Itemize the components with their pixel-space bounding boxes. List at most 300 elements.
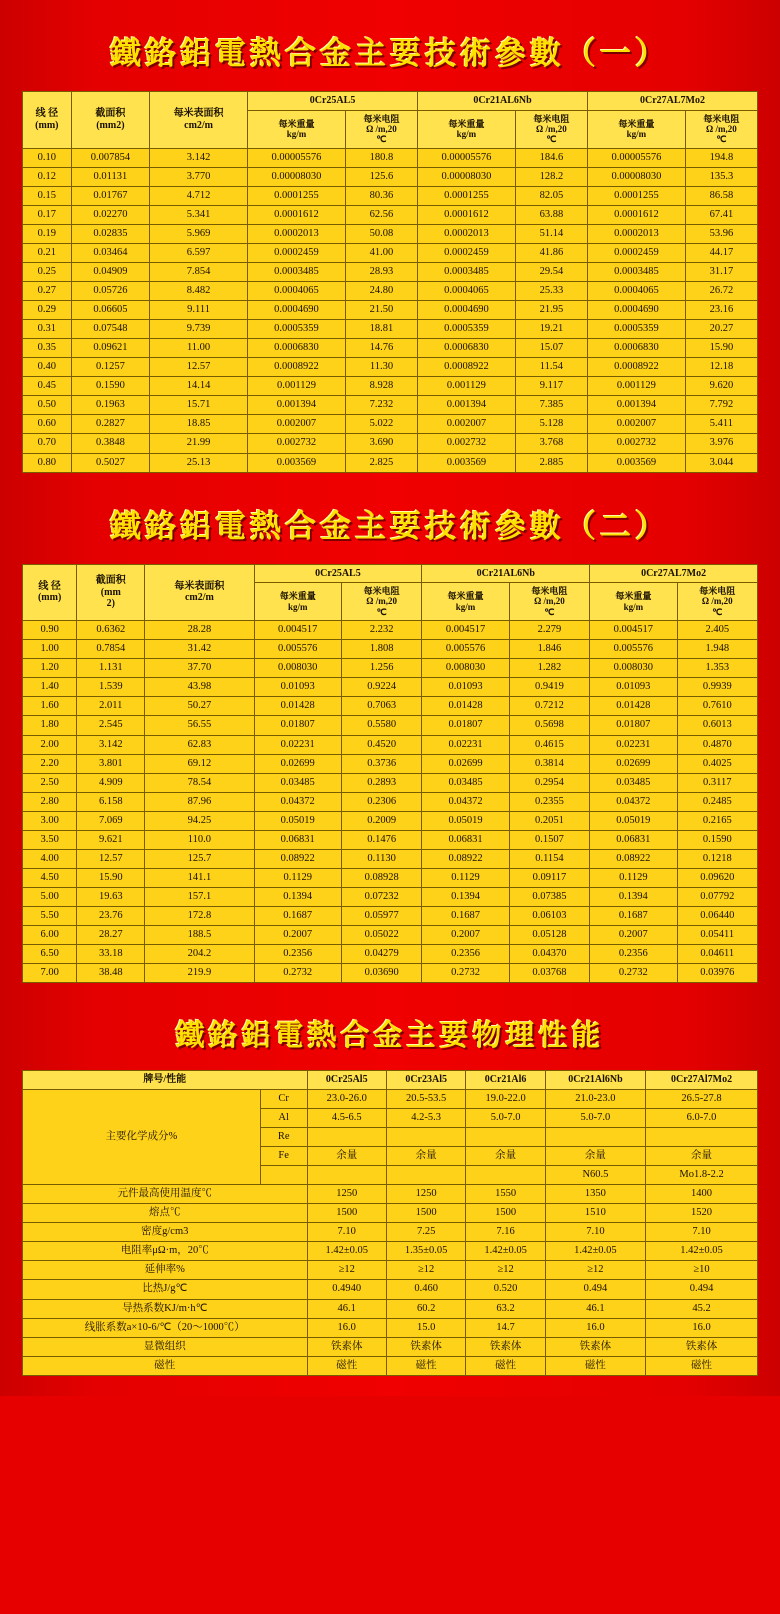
table-cell: 8.482 — [150, 281, 248, 300]
table-cell: 2.232 — [341, 621, 421, 640]
table-cell: 0.02835 — [71, 224, 149, 243]
header-resistance-1: 每米电阻 Ω /m,20 ℃ — [341, 583, 421, 621]
table-row — [23, 358, 758, 377]
table-cell: 21.0-23.0 — [545, 1089, 645, 1108]
table-cell: 29.54 — [515, 262, 587, 281]
table-cell: 5.128 — [515, 415, 587, 434]
table-cell: 0.0008922 — [587, 358, 685, 377]
table-cell: 0.0004690 — [587, 301, 685, 320]
table-cell: 4.712 — [150, 186, 248, 205]
bottom-spacer — [0, 1376, 780, 1390]
table-cell: 0.1590 — [71, 377, 149, 396]
table-cell: 0.520 — [466, 1280, 545, 1299]
table-cell: 6.0-7.0 — [646, 1108, 758, 1127]
table-row — [23, 849, 758, 868]
composition-label: 主要化学成分% — [23, 1089, 261, 1184]
property-label: 线胀系数a×10-6/℃（20～1000℃） — [23, 1318, 308, 1337]
table-cell: 0.1129 — [590, 868, 677, 887]
table-cell: 78.54 — [145, 773, 254, 792]
header-weight-3: 每米重量 kg/m — [590, 583, 677, 621]
table-cell: 9.111 — [150, 301, 248, 320]
table-cell: 0.1963 — [71, 396, 149, 415]
table-row — [23, 697, 758, 716]
table-cell: 0.5580 — [341, 716, 421, 735]
table-cell: 0.02699 — [422, 754, 509, 773]
table-cell: 53.96 — [685, 224, 757, 243]
table-cell: 0.07232 — [341, 888, 421, 907]
table-cell: 0.2007 — [590, 926, 677, 945]
table-cell: 16.0 — [545, 1318, 645, 1337]
table-cell: 0.09117 — [509, 868, 589, 887]
table-cell: 15.0 — [386, 1318, 465, 1337]
table-cell: 0.0002013 — [587, 224, 685, 243]
table-cell: 0.17 — [23, 205, 72, 224]
table-cell: 铁素体 — [386, 1337, 465, 1356]
table-cell: 0.1130 — [341, 849, 421, 868]
table-cell: 45.2 — [646, 1299, 758, 1318]
table-cell: 0.2009 — [341, 811, 421, 830]
table-row — [23, 773, 758, 792]
table-cell: 1.20 — [23, 659, 77, 678]
table-cell: 0.00005576 — [248, 148, 346, 167]
table-cell: 5.411 — [685, 415, 757, 434]
table-row — [23, 1223, 758, 1242]
header-col-4: 0Cr21Al6Nb — [545, 1071, 645, 1090]
table-cell: 0.04372 — [254, 792, 341, 811]
table-cell: 51.14 — [515, 224, 587, 243]
table-cell: 1.80 — [23, 716, 77, 735]
table-cell: 0.01093 — [422, 678, 509, 697]
table-cell: 60.2 — [386, 1299, 465, 1318]
table-row — [23, 811, 758, 830]
table-cell: 184.6 — [515, 148, 587, 167]
table-cell: 5.0-7.0 — [466, 1108, 545, 1127]
table-cell: 0.2893 — [341, 773, 421, 792]
table-cell: 2.20 — [23, 754, 77, 773]
table-row — [23, 281, 758, 300]
table-cell: 31.42 — [145, 640, 254, 659]
table-cell: 87.96 — [145, 792, 254, 811]
table-cell: 0.06605 — [71, 301, 149, 320]
table-cell: 0.1129 — [422, 868, 509, 887]
table-cell: 0.0006830 — [248, 339, 346, 358]
table-row — [23, 830, 758, 849]
table-cell: 69.12 — [145, 754, 254, 773]
table-cell: 0.19 — [23, 224, 72, 243]
table-cell: 0.70 — [23, 434, 72, 453]
table-cell: 12.18 — [685, 358, 757, 377]
table-cell: 0.0004065 — [418, 281, 516, 300]
table-cell — [386, 1166, 465, 1185]
header-group-2: 0Cr21AL6Nb — [422, 564, 590, 583]
header-area: 截面积 (mm2) — [71, 92, 149, 149]
table-cell: 5.0-7.0 — [545, 1108, 645, 1127]
table-cell: 0.3814 — [509, 754, 589, 773]
table-body-3 — [23, 1089, 758, 1375]
table-cell: 0.2356 — [422, 945, 509, 964]
table-cell: 0.0004690 — [248, 301, 346, 320]
property-label: 密度g/cm3 — [23, 1223, 308, 1242]
table-cell: 0.00008030 — [248, 167, 346, 186]
section-title-3: 鐵鉻鋁電熱合金主要物理性能 — [175, 1018, 605, 1053]
table-row — [23, 320, 758, 339]
table-cell: 0.02699 — [590, 754, 677, 773]
table-cell: 0.460 — [386, 1280, 465, 1299]
table-cell: 0.0003485 — [587, 262, 685, 281]
header-resistance-3: 每米电阻 Ω /m,20 ℃ — [677, 583, 757, 621]
table-cell: 0.06831 — [422, 830, 509, 849]
table-cell: 20.27 — [685, 320, 757, 339]
table-cell: 0.7212 — [509, 697, 589, 716]
table-cell: 6.158 — [77, 792, 145, 811]
table-cell: 0.0005359 — [248, 320, 346, 339]
table-cell: 0.2485 — [677, 792, 757, 811]
table-cell: 0.0008922 — [248, 358, 346, 377]
table-cell: 15.07 — [515, 339, 587, 358]
table-row — [23, 1261, 758, 1280]
header-group-2: 0Cr21AL6Nb — [418, 92, 588, 111]
table-cell: 0.002732 — [587, 434, 685, 453]
table-cell: 0.03768 — [509, 964, 589, 983]
table-cell: 0.7854 — [77, 640, 145, 659]
table-cell: 磁性 — [466, 1356, 545, 1375]
table-cell: 0.05128 — [509, 926, 589, 945]
table-cell: 1.353 — [677, 659, 757, 678]
table-cell: 0.2007 — [254, 926, 341, 945]
table-cell: 0.12 — [23, 167, 72, 186]
table-head — [23, 564, 758, 621]
table-cell: 0.80 — [23, 453, 72, 472]
table-cell: 0.9419 — [509, 678, 589, 697]
table-cell: 0.9939 — [677, 678, 757, 697]
table-cell: 20.5-53.5 — [386, 1089, 465, 1108]
table-cell: 23.16 — [685, 301, 757, 320]
table-row — [23, 678, 758, 697]
table-cell: 0.60 — [23, 415, 72, 434]
table-cell: 135.3 — [685, 167, 757, 186]
table-cell: 15.71 — [150, 396, 248, 415]
table-cell: 1500 — [386, 1204, 465, 1223]
table-cell: 0.04372 — [422, 792, 509, 811]
table-cell: 2.011 — [77, 697, 145, 716]
table-cell: 24.80 — [345, 281, 417, 300]
table-cell: 7.16 — [466, 1223, 545, 1242]
table-cell: 3.768 — [515, 434, 587, 453]
table-cell: 0.0003485 — [248, 262, 346, 281]
table-cell: 1250 — [386, 1185, 465, 1204]
table-cell: 21.95 — [515, 301, 587, 320]
table-cell: 0.04611 — [677, 945, 757, 964]
table-cell: 0.0006830 — [587, 339, 685, 358]
table-cell: 23.0-26.0 — [307, 1089, 386, 1108]
table-cell: 63.2 — [466, 1299, 545, 1318]
table-cell: 0.1394 — [590, 888, 677, 907]
table-cell: ≥12 — [466, 1261, 545, 1280]
table-cell: 6.00 — [23, 926, 77, 945]
table-cell: 37.70 — [145, 659, 254, 678]
table-row — [23, 659, 758, 678]
table-row — [23, 453, 758, 472]
table-cell: ≥10 — [646, 1261, 758, 1280]
table-cell: 1.846 — [509, 640, 589, 659]
table-cell: 0.05977 — [341, 907, 421, 926]
property-label: 导热系数KJ/m·h℃ — [23, 1299, 308, 1318]
table-row — [23, 415, 758, 434]
table-cell: 0.09620 — [677, 868, 757, 887]
table-cell: 62.56 — [345, 205, 417, 224]
table-cell: 1.539 — [77, 678, 145, 697]
table-cell: 磁性 — [386, 1356, 465, 1375]
header-grade-property: 牌号/性能 — [23, 1071, 308, 1090]
table-cell: 0.001129 — [248, 377, 346, 396]
table-cell: 33.18 — [77, 945, 145, 964]
table-cell: 5.50 — [23, 907, 77, 926]
table-cell: 0.02699 — [254, 754, 341, 773]
table-cell: 21.50 — [345, 301, 417, 320]
table-cell: 3.690 — [345, 434, 417, 453]
table-cell: 180.8 — [345, 148, 417, 167]
table-cell: 62.83 — [145, 735, 254, 754]
header-col-2: 0Cr23Al5 — [386, 1071, 465, 1090]
table-cell: Mo1.8-2.2 — [646, 1166, 758, 1185]
element-label: Fe — [260, 1147, 307, 1166]
section-title-1: 鐵鉻鋁電熱合金主要技術參數（一） — [110, 36, 670, 72]
table-cell: 0.1154 — [509, 849, 589, 868]
table-cell: 0.05726 — [71, 281, 149, 300]
table-cell: 0.008030 — [422, 659, 509, 678]
table-cell: 7.10 — [646, 1223, 758, 1242]
table-cell: 9.620 — [685, 377, 757, 396]
table-cell: 0.00008030 — [418, 167, 516, 186]
table-cell: 0.001129 — [418, 377, 516, 396]
table-cell: 94.25 — [145, 811, 254, 830]
table-cell: 0.004517 — [590, 621, 677, 640]
table-cell: 14.14 — [150, 377, 248, 396]
table-cell: 4.00 — [23, 849, 77, 868]
table-cell: 铁素体 — [545, 1337, 645, 1356]
table-cell: 0.01807 — [422, 716, 509, 735]
table-cell: 0.0001255 — [587, 186, 685, 205]
section-title-2: 鐵鉻鋁電熱合金主要技術參數（二） — [110, 508, 670, 545]
table-row — [23, 964, 758, 983]
header-weight-1: 每米重量 kg/m — [248, 110, 346, 148]
table-cell: 3.142 — [150, 148, 248, 167]
table-cell: 0.008030 — [254, 659, 341, 678]
table-cell: 28.93 — [345, 262, 417, 281]
table-cell: 0.5027 — [71, 453, 149, 472]
table-cell: 0.01807 — [254, 716, 341, 735]
table-cell: 1.35±0.05 — [386, 1242, 465, 1261]
table-cell: 0.004517 — [422, 621, 509, 640]
table-cell: 0.2007 — [422, 926, 509, 945]
table-cell: 0.3117 — [677, 773, 757, 792]
table-row — [23, 640, 758, 659]
table-cell: 0.0004690 — [418, 301, 516, 320]
table-cell: 0.001394 — [418, 396, 516, 415]
table-cell — [386, 1127, 465, 1146]
table-cell: 16.0 — [646, 1318, 758, 1337]
table-cell: 125.7 — [145, 849, 254, 868]
table-row — [23, 1185, 758, 1204]
property-label: 显微组织 — [23, 1337, 308, 1356]
table-cell: 0.6013 — [677, 716, 757, 735]
table-row — [23, 339, 758, 358]
table-cell: 21.99 — [150, 434, 248, 453]
table-cell: 0.06831 — [590, 830, 677, 849]
table-cell: N60.5 — [545, 1166, 645, 1185]
table-row — [23, 868, 758, 887]
table-cell: 9.117 — [515, 377, 587, 396]
table-cell: 4.909 — [77, 773, 145, 792]
table-cell: 0.2827 — [71, 415, 149, 434]
table-cell: 0.21 — [23, 243, 72, 262]
table-row — [23, 792, 758, 811]
table-cell: 28.28 — [145, 621, 254, 640]
table-cell: 11.30 — [345, 358, 417, 377]
table-cell: 5.969 — [150, 224, 248, 243]
table-cell: 0.001394 — [248, 396, 346, 415]
table-row — [23, 1318, 758, 1337]
table-header-row-groups — [23, 92, 758, 111]
table-cell: 7.854 — [150, 262, 248, 281]
table-cell: 0.45 — [23, 377, 72, 396]
property-label: 电阻率μΩ·m，20℃ — [23, 1242, 308, 1261]
table-cell: 18.85 — [150, 415, 248, 434]
table-cell: 0.494 — [545, 1280, 645, 1299]
table-cell: 0.1394 — [422, 888, 509, 907]
table-cell: 25.13 — [150, 453, 248, 472]
table-cell: 0.005576 — [422, 640, 509, 659]
table-cell: 41.00 — [345, 243, 417, 262]
table-row — [23, 396, 758, 415]
table-cell: 0.08922 — [254, 849, 341, 868]
table-cell: 0.0001612 — [587, 205, 685, 224]
table-cell: 1.42±0.05 — [307, 1242, 386, 1261]
table-cell: 141.1 — [145, 868, 254, 887]
header-resistance-3: 每米电阻 Ω /m,20 ℃ — [685, 110, 757, 148]
table-cell: 8.928 — [345, 377, 417, 396]
table-cell: 0.6362 — [77, 621, 145, 640]
table-row — [23, 262, 758, 281]
table-row — [23, 1337, 758, 1356]
table-row — [23, 888, 758, 907]
table-cell: 0.002007 — [587, 415, 685, 434]
table-cell: 0.002732 — [248, 434, 346, 453]
table-cell: 0.00008030 — [587, 167, 685, 186]
table-cell: 2.50 — [23, 773, 77, 792]
element-label: Al — [260, 1108, 307, 1127]
table-cell: 0.00005576 — [418, 148, 516, 167]
table-body-2 — [23, 621, 758, 983]
table-cell: 0.9224 — [341, 678, 421, 697]
table-cell — [307, 1166, 386, 1185]
table-head — [23, 1071, 758, 1090]
table-cell: 14.76 — [345, 339, 417, 358]
table-cell: 41.86 — [515, 243, 587, 262]
table-cell: 7.792 — [685, 396, 757, 415]
table-cell: 0.1476 — [341, 830, 421, 849]
table-cell: 1.808 — [341, 640, 421, 659]
table-cell: 4.2-5.3 — [386, 1108, 465, 1127]
table-wrap-2 — [0, 564, 780, 984]
table-cell: 0.27 — [23, 281, 72, 300]
header-col-3: 0Cr21Al6 — [466, 1071, 545, 1090]
table-cell: 44.17 — [685, 243, 757, 262]
table-cell: 0.90 — [23, 621, 77, 640]
table-cell: 0.1129 — [254, 868, 341, 887]
table-cell: 1.42±0.05 — [646, 1242, 758, 1261]
table-cell: 3.044 — [685, 453, 757, 472]
table-cell: 0.04370 — [509, 945, 589, 964]
table-cell: ≥12 — [307, 1261, 386, 1280]
table-cell: 12.57 — [77, 849, 145, 868]
table-cell: 38.48 — [77, 964, 145, 983]
table-cell: 0.1687 — [422, 907, 509, 926]
table-cell: 0.0001255 — [418, 186, 516, 205]
table-cell: 磁性 — [307, 1356, 386, 1375]
table-cell: 1.00 — [23, 640, 77, 659]
table-cell: 0.02231 — [254, 735, 341, 754]
table-cell: 15.90 — [77, 868, 145, 887]
table-cell: 铁素体 — [307, 1337, 386, 1356]
table-cell — [307, 1127, 386, 1146]
table-cell: 0.0001255 — [248, 186, 346, 205]
header-group-1: 0Cr25AL5 — [248, 92, 418, 111]
table-head — [23, 92, 758, 149]
table-cell: 0.002007 — [418, 415, 516, 434]
table-cell: 0.494 — [646, 1280, 758, 1299]
table-cell: 4.50 — [23, 868, 77, 887]
header-diameter: 线 径 (mm) — [23, 564, 77, 621]
table-cell: 0.0004065 — [248, 281, 346, 300]
table-cell: 0.2954 — [509, 773, 589, 792]
table-cell: 0.0002459 — [587, 243, 685, 262]
table-cell: 46.1 — [307, 1299, 386, 1318]
table-cell: 0.5698 — [509, 716, 589, 735]
table-row — [23, 1204, 758, 1223]
table-cell: 0.00005576 — [587, 148, 685, 167]
table-cell: 0.4870 — [677, 735, 757, 754]
table-cell: 铁素体 — [466, 1337, 545, 1356]
table-row — [23, 945, 758, 964]
table-cell: 2.545 — [77, 716, 145, 735]
table-cell: 7.069 — [77, 811, 145, 830]
table-cell: 46.1 — [545, 1299, 645, 1318]
header-area: 截面积 (mm 2) — [77, 564, 145, 621]
table-cell: 0.2732 — [422, 964, 509, 983]
table-row — [23, 1242, 758, 1261]
table-cell: 82.05 — [515, 186, 587, 205]
table-cell: 1520 — [646, 1204, 758, 1223]
table-cell: 余量 — [386, 1147, 465, 1166]
table-cell: 7.00 — [23, 964, 77, 983]
table-cell: 7.10 — [307, 1223, 386, 1242]
table-cell: 50.27 — [145, 697, 254, 716]
table-cell: 磁性 — [646, 1356, 758, 1375]
table-cell: 11.00 — [150, 339, 248, 358]
table-cell: 1.42±0.05 — [466, 1242, 545, 1261]
table-cell — [646, 1127, 758, 1146]
table-cell: 110.0 — [145, 830, 254, 849]
table-cell: 0.03690 — [341, 964, 421, 983]
table-cell: 0.0008922 — [418, 358, 516, 377]
table-cell: 0.1394 — [254, 888, 341, 907]
table-cell: 0.4520 — [341, 735, 421, 754]
table-cell: 86.58 — [685, 186, 757, 205]
table-cell: 0.7610 — [677, 697, 757, 716]
table-cell: 1510 — [545, 1204, 645, 1223]
table-cell: 0.03464 — [71, 243, 149, 262]
